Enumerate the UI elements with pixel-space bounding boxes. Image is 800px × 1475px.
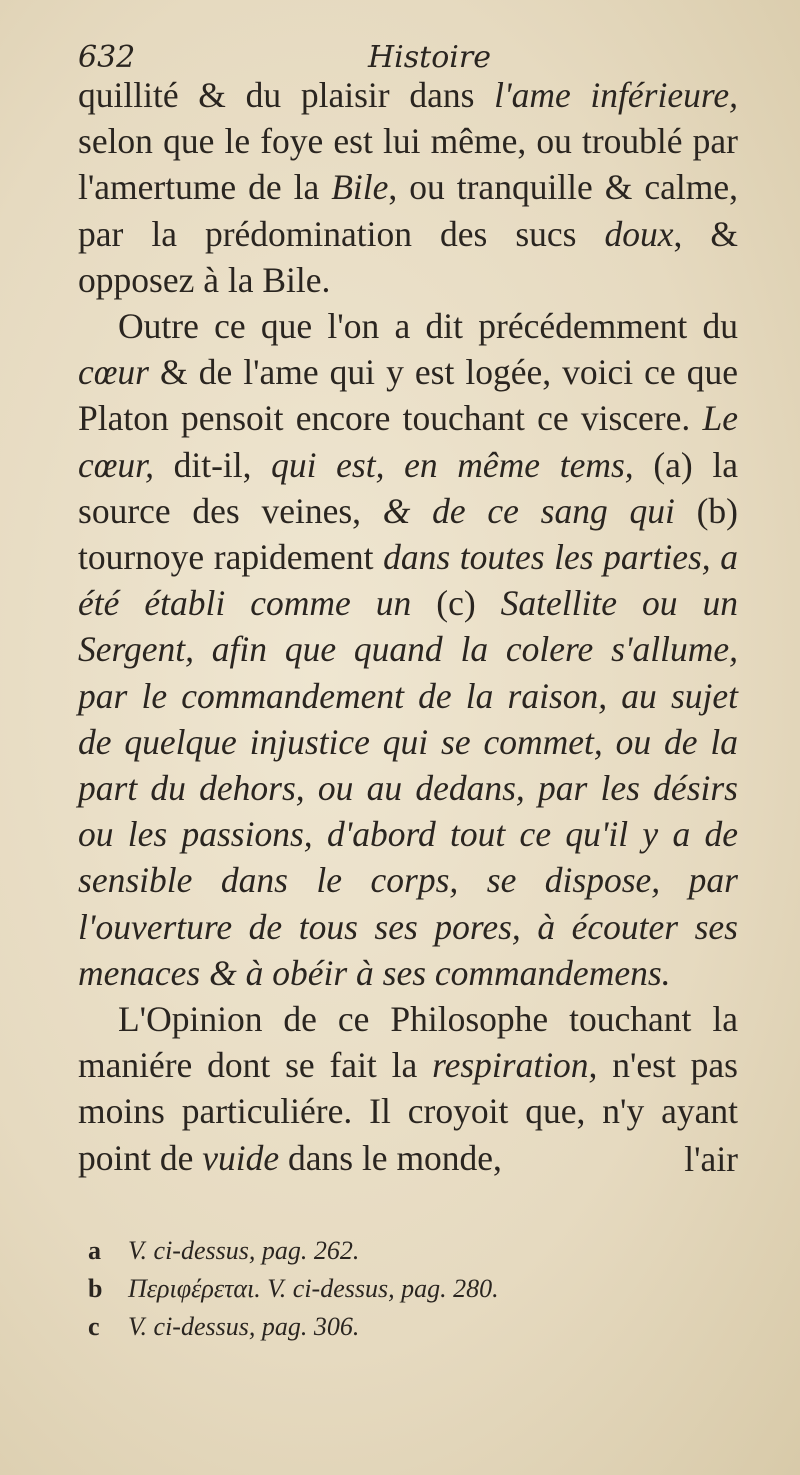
- italic-run: dans toutes les parties, a été établi comme un: [78, 537, 738, 624]
- text-run: L'Opinion de ce Philosophe touchant la maniére dont se fait la: [78, 999, 738, 1086]
- body-text: [78, 72, 738, 1181]
- catchword: l'air: [684, 1139, 738, 1179]
- italic-run: respiration,: [432, 1045, 598, 1086]
- text-run: (b) tournoye rapidement: [78, 490, 739, 578]
- footnote-text: V. ci-dessus, pag. 306.: [128, 1312, 360, 1341]
- italic-run: Bile: [331, 167, 389, 208]
- footnote: [88, 1308, 728, 1346]
- footnote-mark: b: [88, 1274, 103, 1303]
- text-run: quillité & du plaisir dans: [78, 75, 495, 115]
- italic-run: Satellite ou un Sergent, afin que quand la colere s'allume, par le commandement de la raison, au sujet de quelque injustice qui se commet, ou de la part du dehors, ou au dedans, par les désirs ou les passions, d'abord tout ce qu'il y a de sensible dans le corps, se dispose, par l'ouverture de tous ses pores, à écouter ses menaces & à obéir à ses commandemens.: [78, 583, 738, 993]
- text-run: dans le monde,: [279, 1137, 502, 1178]
- italic-run: & de ce sang qui: [382, 490, 675, 531]
- text-run: (a) la source des veines,: [78, 444, 738, 531]
- italic-run: cœur: [78, 352, 149, 393]
- text-run: Outre ce que l'on a dit précédemment du: [118, 306, 738, 347]
- italic-run: qui est, en même tems,: [271, 444, 634, 485]
- paragraph-3: [78, 996, 738, 1181]
- text-run: n'est pas moins particuliére. Il croyoit que, n'y ayant point de: [78, 1045, 738, 1178]
- footnote-text: Περιφέρεται. V. ci-dessus, pag. 280.: [128, 1274, 499, 1303]
- italic-run: Le cœur,: [78, 398, 738, 485]
- footnote-mark: c: [88, 1312, 100, 1341]
- italic-run: doux: [604, 213, 674, 254]
- text-run: & de l'ame qui y est logée, voici ce que Platon pensoit encore touchant ce viscere.: [78, 352, 738, 439]
- text-run: , ou tranquille & calme, par la prédomination des sucs: [78, 167, 738, 254]
- text-run: (c): [411, 583, 501, 624]
- footnote-mark: a: [88, 1236, 101, 1265]
- italic-run: l'ame inférieure,: [494, 75, 738, 115]
- running-title: Histoire: [368, 40, 491, 75]
- page-number: 632: [78, 40, 136, 75]
- text-run: dit-il,: [153, 444, 272, 485]
- text-run: selon que le foye est lui même, ou troublé par l'amertume de la: [78, 121, 738, 208]
- footnote-text: V. ci-dessus, pag. 262.: [128, 1236, 360, 1265]
- italic-run: vuide: [202, 1137, 280, 1178]
- footnote: [88, 1232, 728, 1270]
- paragraph-1: [78, 72, 738, 303]
- footnote: [88, 1270, 728, 1308]
- paragraph-2: [78, 303, 738, 996]
- footnotes: [88, 1232, 728, 1346]
- text-run: , & opposez à la Bile.: [78, 213, 738, 300]
